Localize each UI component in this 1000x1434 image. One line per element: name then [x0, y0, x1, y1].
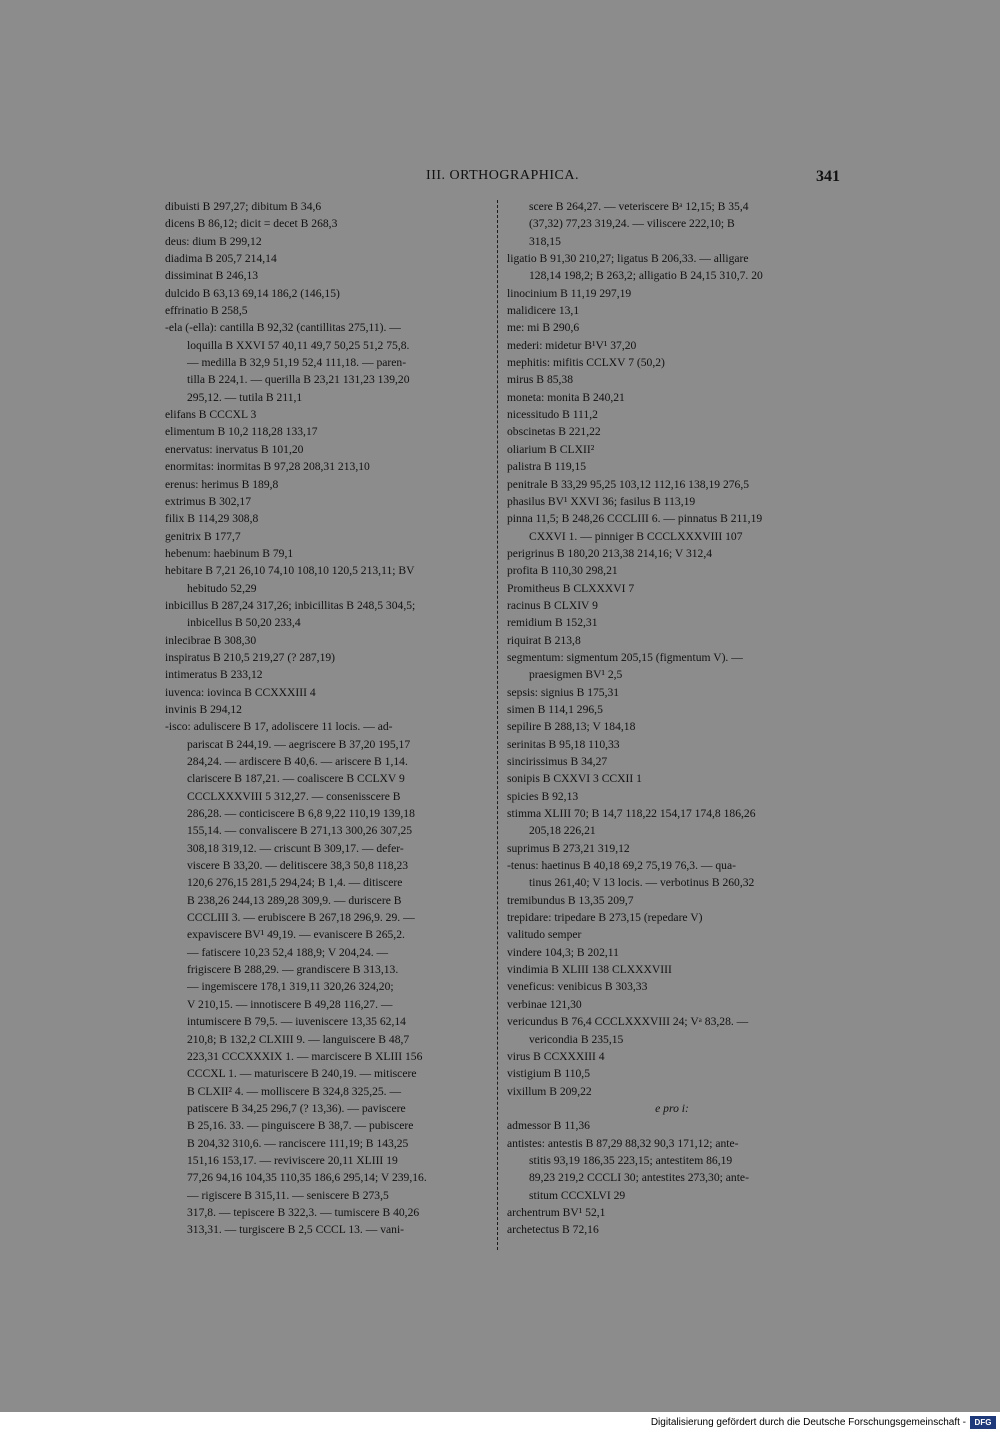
- index-entry-line: trepidare: tripedare B 273,15 (repedare V): [507, 911, 703, 925]
- index-entry-line: viscere B 33,20. — delitiscere 38,3 50,8 118,23: [187, 859, 409, 873]
- index-entry-line: tilla B 224,1. — querilla B 23,21 131,23 139,20: [187, 373, 410, 387]
- index-entry-line: elifans B CCCXL 3: [165, 408, 257, 422]
- index-entry-line: vixillum B 209,22: [507, 1084, 592, 1098]
- index-entry-line: iuvenca: iovinca B CCXXXIII 4: [165, 685, 316, 699]
- index-entry-line: dulcido B 63,13 69,14 186,2 (146,15): [165, 286, 340, 300]
- index-entry-line: V 210,15. — innotiscere B 49,28 116,27. —: [187, 997, 393, 1011]
- index-entry-line: CCCXL 1. — maturiscere B 240,19. — mitiscere: [187, 1067, 417, 1081]
- index-entry-line: obscinetas B 221,22: [507, 425, 601, 439]
- index-entry-line: CXXVI 1. — pinniger B CCCLXXXVIII 107: [529, 529, 743, 543]
- index-entry-line: 317,8. — tepiscere B 322,3. — tumiscere B 40,26: [187, 1205, 420, 1219]
- index-entry-line: enormitas: inormitas B 97,28 208,31 213,10: [165, 460, 370, 474]
- index-entry-line: 120,6 276,15 281,5 294,24; B 1,4. — ditiscere: [187, 876, 403, 890]
- index-entry-line: ligatio B 91,30 210,27; ligatus B 206,33. — alligare: [507, 252, 749, 266]
- dfg-logo: DFG: [970, 1416, 996, 1429]
- index-entry-line: 128,14 198,2; B 263,2; alligatio B 24,15 310,7. 20: [529, 269, 763, 283]
- index-entry-line: — rigiscere B 315,11. — seniscere B 273,5: [187, 1188, 389, 1202]
- index-entry-line: vindimia B XLIII 138 CLXXXVIII: [507, 963, 672, 977]
- index-entry-line: virus B CCXXXIII 4: [507, 1049, 605, 1063]
- index-entry-line: -isco: aduliscere B 17, adoliscere 11 locis. — ad-: [165, 720, 393, 734]
- index-entry-line: -ela (-ella): cantilla B 92,32 (cantillitas 275,11). —: [165, 321, 401, 335]
- index-entry-line: (37,32) 77,23 319,24. — viliscere 222,10; B: [529, 217, 735, 231]
- index-entry-line: diadima B 205,7 214,14: [165, 252, 277, 266]
- index-entry-line: tinus 261,40; V 13 locis. — verbotinus B 260,32: [529, 876, 755, 890]
- index-entry-line: simen B 114,1 296,5: [507, 702, 603, 716]
- index-entry-line: moneta: monita B 240,21: [507, 390, 625, 404]
- index-entry-line: palistra B 119,15: [507, 460, 587, 474]
- index-entry-line: 151,16 153,17. — reviviscere 20,11 XLIII 19: [187, 1153, 398, 1167]
- section-heading: e pro i:: [655, 1101, 689, 1115]
- index-entry-line: oliarium B CLXII²: [507, 442, 595, 456]
- footer: [0, 1412, 1000, 1434]
- index-entry-line: intimeratus B 233,12: [165, 668, 263, 682]
- index-entry-line: patiscere B 34,25 296,7 (? 13,36). — paviscere: [187, 1101, 406, 1115]
- index-entry-line: mirus B 85,38: [507, 373, 574, 387]
- index-entry-line: Promitheus B CLXXXVI 7: [507, 581, 635, 595]
- index-entry-line: hebitare B 7,21 26,10 74,10 108,10 120,5 213,11; BV: [165, 564, 415, 578]
- index-entry-line: sepilire B 288,13; V 184,18: [507, 720, 636, 734]
- index-entry-line: enervatus: inervatus B 101,20: [165, 442, 304, 456]
- index-entry-line: 77,26 94,16 104,35 110,35 186,6 295,14; V 239,16.: [187, 1171, 427, 1185]
- index-entry-line: inlecibrae B 308,30: [165, 633, 257, 647]
- running-title: III. ORTHOGRAPHICA.: [426, 168, 579, 183]
- index-entry-line: sincirissimus B 34,27: [507, 755, 608, 768]
- left-column: [165, 198, 495, 1239]
- index-entry-line: mephitis: mifitis CCLXV 7 (50,2): [507, 356, 665, 370]
- index-entry-line: perigrinus B 180,20 213,38 214,16; V 312,4: [507, 546, 713, 560]
- index-entry-line: B 25,16. 33. — pinguiscere B 38,7. — pubiscere: [187, 1119, 414, 1133]
- index-entry-line: 284,24. — ardiscere B 40,6. — ariscere B 1,14.: [187, 755, 408, 768]
- index-entry-line: spicies B 92,13: [507, 789, 579, 803]
- index-entry-line: verbinae 121,30: [507, 997, 582, 1011]
- index-entry-line: frigiscere B 288,29. — grandiscere B 313,13.: [187, 963, 399, 977]
- index-entry-line: extrimus B 302,17: [165, 494, 251, 508]
- index-entry-line: remidium B 152,31: [507, 616, 598, 630]
- index-entry-line: vistigium B 110,5: [507, 1067, 590, 1081]
- index-entry-line: B CLXII² 4. — molliscere B 324,8 325,25. —: [187, 1084, 402, 1098]
- index-entry-line: sonipis B CXXVI 3 CCXII 1: [507, 772, 642, 786]
- page-number: 341: [816, 168, 840, 185]
- index-entry-line: 223,31 CCCXXXIX 1. — marciscere B XLIII 156: [187, 1049, 423, 1063]
- index-entry-line: 308,18 319,12. — criscunt B 309,17. — defer-: [187, 841, 404, 855]
- index-entry-line: loquilla B XXVI 57 40,11 49,7 50,25 51,2 75,8.: [187, 338, 410, 352]
- index-entry-line: stitis 93,19 186,35 223,15; antestitem 86,19: [529, 1153, 733, 1167]
- index-entry-line: 313,31. — turgiscere B 2,5 CCCL 13. — vani-: [187, 1223, 405, 1237]
- index-entry-line: archetectus B 72,16: [507, 1223, 599, 1237]
- index-entry-line: filix B 114,29 308,8: [165, 512, 259, 526]
- index-entry-line: antistes: antestis B 87,29 88,32 90,3 171,12; ante-: [507, 1136, 739, 1150]
- right-column: [507, 198, 837, 1239]
- index-entry-line: 205,18 226,21: [529, 824, 596, 838]
- index-entry-line: 295,12. — tutila B 211,1: [187, 390, 303, 404]
- index-entry-line: B 238,26 244,13 289,28 309,9. — duriscere B: [187, 893, 402, 907]
- index-entry-line: riquirat B 213,8: [507, 633, 581, 647]
- index-entry-line: archentrum BV¹ 52,1: [507, 1205, 606, 1219]
- index-entry-line: expaviscere BV¹ 49,19. — evaniscere B 265,2.: [187, 928, 405, 942]
- index-entry-line: me: mi B 290,6: [507, 321, 580, 335]
- index-entry-line: veneficus: venibicus B 303,33: [507, 980, 648, 994]
- index-entry-line: 286,28. — conticiscere B 6,8 9,22 110,19 139,18: [187, 807, 415, 821]
- index-entry-line: erenus: herimus B 189,8: [165, 477, 279, 491]
- index-entry-line: pariscat B 244,19. — aegriscere B 37,20 195,17: [187, 737, 411, 751]
- index-entry-line: dissiminat B 246,13: [165, 269, 259, 283]
- index-entry-line: vericondia B 235,15: [529, 1032, 624, 1046]
- index-entry-line: praesigmen BV¹ 2,5: [529, 668, 623, 682]
- index-entry-line: invinis B 294,12: [165, 702, 242, 716]
- index-entry-line: pinna 11,5; B 248,26 CCCLIII 6. — pinnatus B 211,19: [507, 512, 763, 526]
- page-header: [165, 168, 840, 190]
- index-entry-line: nicessitudo B 111,2: [507, 408, 598, 422]
- index-entry-line: 318,15: [529, 234, 561, 248]
- index-entry-line: hebenum: haebinum B 79,1: [165, 546, 294, 560]
- index-entry-line: — ingemiscere 178,1 319,11 320,26 324,20;: [187, 980, 394, 994]
- index-entry-line: segmentum: sigmentum 205,15 (figmentum V). —: [507, 650, 743, 664]
- index-entry-line: stimma XLIII 70; B 14,7 118,22 154,17 174,8 186,26: [507, 807, 756, 821]
- index-entry-line: genitrix B 177,7: [165, 529, 241, 543]
- index-entry-line: deus: dium B 299,12: [165, 234, 262, 248]
- index-entry-line: valitudo semper: [507, 928, 582, 942]
- index-entry-line: tremibundus B 13,35 209,7: [507, 893, 634, 907]
- index-entry-line: -tenus: haetinus B 40,18 69,2 75,19 76,3. — qua-: [507, 859, 736, 873]
- index-entry-line: elimentum B 10,2 118,28 133,17: [165, 425, 318, 439]
- index-entry-line: vericundus B 76,4 CCCLXXXVIII 24; Vᵃ 83,28. —: [507, 1015, 749, 1029]
- index-entry-line: malidicere 13,1: [507, 304, 580, 318]
- index-entry-line: stitum CCCXLVI 29: [529, 1188, 626, 1202]
- index-entry-line: sepsis: signius B 175,31: [507, 685, 620, 699]
- index-entry-line: inbicillus B 287,24 317,26; inbicillitas B 248,5 304,5;: [165, 598, 416, 612]
- index-entry-line: scere B 264,27. — veteriscere Bᵃ 12,15; B 35,4: [529, 200, 749, 213]
- index-entry-line: linocinium B 11,19 297,19: [507, 286, 632, 300]
- index-entry-line: hebitudo 52,29: [187, 581, 257, 595]
- index-entry-line: inspiratus B 210,5 219,27 (? 287,19): [165, 650, 336, 664]
- index-entry-line: CCCLIII 3. — erubiscere B 267,18 296,9. 29. —: [187, 911, 415, 925]
- index-entry-line: suprimus B 273,21 319,12: [507, 841, 630, 855]
- index-entry-line: dibuisti B 297,27; dibitum B 34,6: [165, 200, 322, 213]
- index-entry-line: CCCLXXXVIII 5 312,27. — consenisscere B: [187, 789, 401, 803]
- column-divider: [497, 200, 498, 1250]
- index-entry-line: mederi: midetur B¹V¹ 37,20: [507, 338, 637, 352]
- index-entry-line: serinitas B 95,18 110,33: [507, 737, 620, 751]
- index-entry-line: 210,8; B 132,2 CLXIII 9. — languiscere B 48,7: [187, 1032, 410, 1046]
- index-entry-line: vindere 104,3; B 202,11: [507, 945, 619, 959]
- index-entry-line: dicens B 86,12; dicit = decet B 268,3: [165, 217, 338, 231]
- index-entry-line: — medilla B 32,9 51,19 52,4 111,18. — paren-: [187, 356, 407, 370]
- index-entry-line: — fatiscere 10,23 52,4 188,9; V 204,24. —: [187, 945, 389, 959]
- index-entry-line: admessor B 11,36: [507, 1119, 590, 1133]
- index-entry-line: penitrale B 33,29 95,25 103,12 112,16 138,19 276,5: [507, 477, 750, 491]
- index-entry-line: inbicellus B 50,20 233,4: [187, 616, 301, 630]
- index-entry-line: racinus B CLXIV 9: [507, 598, 598, 612]
- footer-text: Digitalisierung gefördert durch die Deutsche Forschungsgemeinschaft -: [650, 1417, 966, 1428]
- index-entry-line: phasilus BV¹ XXVI 36; fasilus B 113,19: [507, 494, 696, 508]
- index-entry-line: intumiscere B 79,5. — iuveniscere 13,35 62,14: [187, 1015, 406, 1029]
- index-entry-line: B 204,32 310,6. — ranciscere 111,19; B 143,25: [187, 1136, 409, 1150]
- index-entry-line: 155,14. — convaliscere B 271,13 300,26 307,25: [187, 824, 413, 838]
- index-entry-line: clariscere B 187,21. — coaliscere B CCLXV 9: [187, 772, 405, 786]
- index-entry-line: effrinatio B 258,5: [165, 304, 248, 318]
- index-entry-line: profita B 110,30 298,21: [507, 564, 618, 578]
- index-entry-line: 89,23 219,2 CCCLI 30; antestites 273,30; ante-: [529, 1171, 749, 1185]
